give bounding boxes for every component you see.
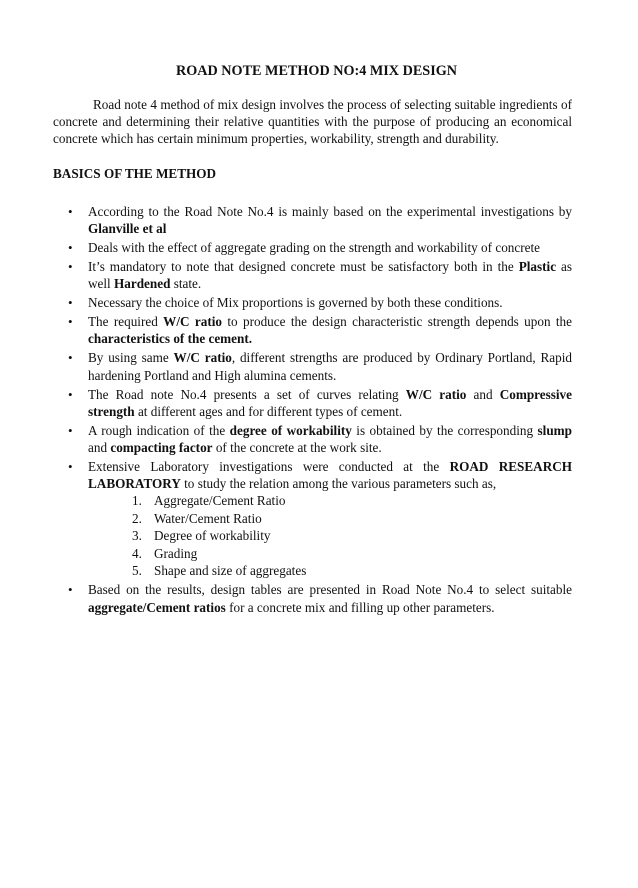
bullet-dot-icon: • <box>68 582 73 598</box>
bullet-dot-icon: • <box>68 422 73 438</box>
bullet-bold-text: W/C ratio <box>173 350 232 366</box>
bullet-dot-icon: • <box>68 459 73 475</box>
document-page <box>0 62 638 888</box>
bullet-text: Based on the results, design tables are presented in Road Note No.4 to select suitable <box>88 582 572 598</box>
bullet-item <box>53 294 572 311</box>
parameter-item <box>88 562 572 579</box>
bullet-text: A rough indication of the <box>88 422 230 438</box>
bullet-item <box>53 239 572 256</box>
bullet-item <box>53 458 572 580</box>
bullet-text: and <box>466 386 500 402</box>
bullet-bold-text: aggregate/Cement ratios <box>88 599 226 615</box>
bullet-text: of the concrete at the work site. <box>212 440 382 456</box>
bullet-dot-icon: • <box>68 295 73 311</box>
bullet-bold-text: characteristics of the cement. <box>88 331 253 347</box>
bullet-item <box>53 258 572 292</box>
bullet-bold-text: Compressive strength <box>88 386 572 419</box>
bullet-text: as well <box>88 259 572 292</box>
bullet-item <box>53 386 572 420</box>
bullet-text: According to the Road Note No.4 is mainly based on the experimental investigations by <box>88 203 572 219</box>
bullet-bold-text: Plastic <box>518 259 557 275</box>
bullet-text: Deals with the effect of aggregate grading on the strength and workability of concrete <box>88 240 540 256</box>
bullet-item <box>53 581 572 615</box>
bullet-item <box>53 349 572 383</box>
bullet-text: at different ages and for different types of cement. <box>134 403 403 419</box>
bullet-dot-icon: • <box>68 350 73 366</box>
intro-paragraph: Road note 4 method of mix design involves the process of selecting suitable ingredients of concrete and determining their relative quantities with the purpose of producing an economical concrete which has certain minimum properties, workability, strength and durability. <box>53 97 572 147</box>
parameter-item <box>88 510 572 527</box>
parameter-label: Grading <box>154 545 198 561</box>
list-number: 5. <box>132 563 142 579</box>
bullet-text: state. <box>170 276 202 292</box>
bullet-bold-text: Glanville et al <box>88 221 167 237</box>
bullet-bold-text: Hardened <box>114 276 171 292</box>
parameter-label: Water/Cement Ratio <box>154 510 262 526</box>
section-heading: BASICS OF THE METHOD <box>53 165 217 181</box>
bullet-bold-text: W/C ratio <box>405 386 467 402</box>
bullet-bold-text: degree of workability <box>229 422 352 438</box>
parameter-list <box>88 492 572 579</box>
bullet-text: The Road note No.4 presents a set of curves relating <box>88 386 406 402</box>
bullet-bold-text: W/C ratio <box>163 314 223 330</box>
bullet-list <box>53 203 572 616</box>
bullet-text: Extensive Laboratory investigations were conducted at the <box>88 459 450 475</box>
bullet-text: , different strengths are produced by Ordinary Portland, Rapid hardening Portland and High alumina cements. <box>88 350 572 383</box>
bullet-text: Necessary the choice of Mix proportions is governed by both these conditions. <box>88 295 503 311</box>
bullet-dot-icon: • <box>68 386 73 402</box>
parameter-item <box>88 545 572 562</box>
bullet-dot-icon: • <box>68 314 73 330</box>
bullet-text: and <box>88 440 111 456</box>
parameter-label: Degree of workability <box>154 528 271 544</box>
list-number: 2. <box>132 510 142 526</box>
bullet-text: The required <box>88 314 164 330</box>
bullet-text: It’s mandatory to note that designed concrete must be satisfactory both in the <box>88 259 519 275</box>
bullet-text: is obtained by the corresponding <box>351 422 538 438</box>
list-number: 3. <box>132 528 142 544</box>
bullet-text: for a concrete mix and filling up other parameters. <box>225 599 495 615</box>
bullet-text: to produce the design characteristic strength depends upon the <box>222 314 573 330</box>
bullet-text: By using same <box>88 350 174 366</box>
bullet-item <box>53 203 572 237</box>
bullet-dot-icon: • <box>68 203 73 219</box>
bullet-bold-text: slump <box>537 422 572 438</box>
page-title: ROAD NOTE METHOD NO:4 MIX DESIGN <box>175 63 457 79</box>
parameter-item <box>88 527 572 544</box>
list-number: 1. <box>132 493 142 509</box>
bullet-item <box>53 422 572 456</box>
parameter-label: Aggregate/Cement Ratio <box>154 493 286 509</box>
bullet-dot-icon: • <box>68 240 73 256</box>
bullet-dot-icon: • <box>68 259 73 275</box>
list-number: 4. <box>132 545 142 561</box>
parameter-label: Shape and size of aggregates <box>154 563 307 579</box>
parameter-item <box>88 492 572 509</box>
bullet-bold-text: ROAD RESEARCH LABORATORY <box>88 459 572 492</box>
bullet-bold-text: compacting factor <box>110 440 213 456</box>
bullet-text: to study the relation among the various parameters such as, <box>180 476 497 492</box>
bullet-item <box>53 313 572 347</box>
